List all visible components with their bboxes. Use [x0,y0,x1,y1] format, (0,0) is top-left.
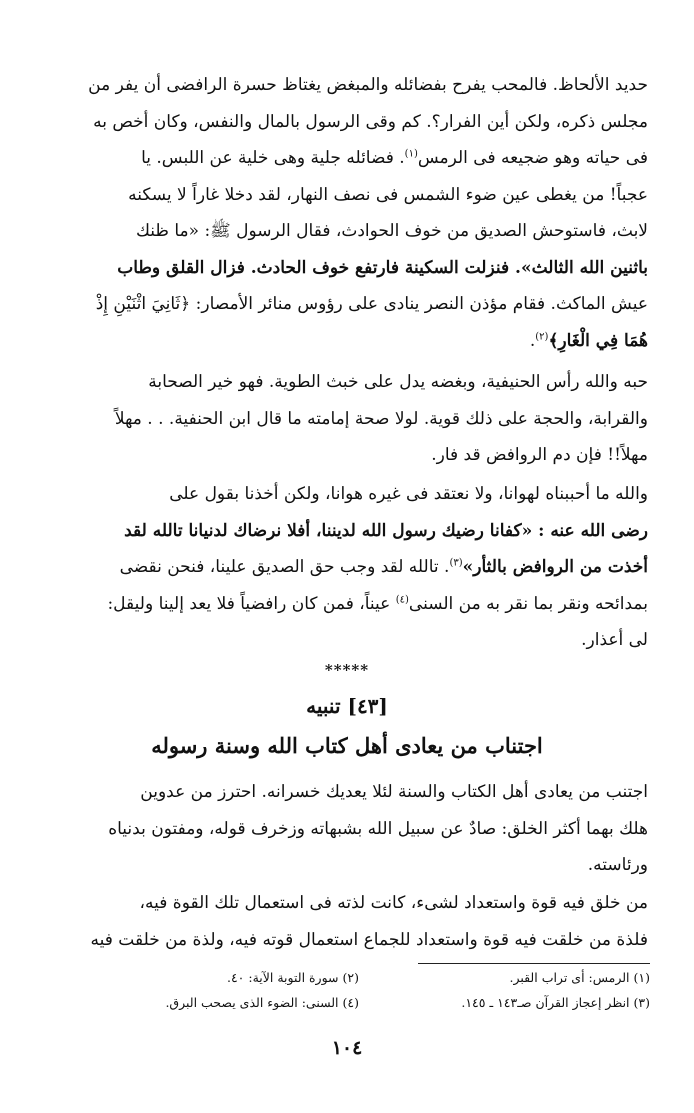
text-line: اجتنب من يعادى أهل الكتاب والسنة لئلا يعديك خسرانه. احترز من عدوين [140,782,648,802]
footnote-ref-3: (٣) [449,557,463,569]
footnote-ref-4: (٤) [395,593,409,605]
paragraph-ali-quote [44,476,648,659]
text-line: باثنين الله الثالث». فنزلت السكينة فارتفع خوف الحادث. فزال القلق وطاب [117,257,648,278]
text-line: حديد الألحاظ. فالمحب يفرح بفضائله والمبغض يغتاظ حسرة الرافضى أن يفر من [88,75,648,95]
text-line [44,323,648,360]
text-line: فلذة من خلقت فيه قوة واستعداد للجماع استعمال قوته فيه، ولذة من خلقت فيه [90,929,648,950]
text-line: عيش الماكث. فقام مؤذن النصر ينادى على رؤوس منائر الأمصار: ﴿ثَانِيَ اثْنَيْنِ إِذْ [95,294,648,314]
text-line: مجلس ذكره، ولكن أين الفرار؟. كم وقى الرسول بالمال والنفس، وكان أخص به [93,111,648,132]
footnote-3: (٣) انظر إعجاز القرآن صـ١٤٣ ـ ١٤٥. [461,995,650,1010]
text-line: حبه والله رأس الحنيفية، وبغضه يدل على خبث الطوية. فهو خير الصحابة [148,372,648,392]
text-line [44,549,648,586]
text-line: لى أعذار. [581,630,648,650]
paragraph-love-of-abu-bakr [44,364,648,474]
text-line: والله ما أحببناه لهوانا، ولا نعتقد فى غيره هوانا، ولكن أخذنا بقول على [169,484,648,504]
footnote-1: (١) الرمس: أى تراب القبر. [509,970,650,985]
paragraph-abu-bakr-virtues [44,67,648,359]
quran-verse: هُمَا فِي الْغَارِ﴾ [548,330,648,351]
footnote-4: (٤) السنى: الضوء الذى يصحب البرق. [165,995,359,1010]
section-separator: ***** [324,661,370,679]
paragraph-pleasure [44,885,648,958]
text-run: . فضائله جلية وهى خلية عن اللبس. يا [141,148,405,168]
text-run: أخذت من الروافض بالثأر» [462,557,648,577]
text-line: عجباً! من يغطى عين ضوء الشمس فى نصف النهار، لقد دخلا غاراً لا يسكنه [128,184,648,205]
text-line: هلك بهما أكثر الخلق: صادٌ عن سبيل الله بشبهاته وزخرف قوله، ومفتون بدنياه [108,818,648,839]
footnote-ref-2: (٢) [535,330,549,342]
section-subtitle: اجتناب من يعادى أهل كتاب الله وسنة رسوله [151,733,543,758]
text-line [44,586,648,623]
text-line: ورئاسته. [587,855,648,875]
footnote-divider [418,963,650,964]
footnote-2: (٢) سورة التوبة الآية: ٤٠. [226,970,359,985]
text-line: والقرابة، والحجة على ذلك قوية. لولا صحة إمامته ما قال ابن الحنفية. . . مهلاً [114,408,648,429]
text-line: رضى الله عنه : «كفانا رضيك رسول الله لديننا، أفلا نرضاك لدنيانا تالله لقد [124,520,648,541]
footnote-ref-1: (١) [404,148,418,160]
section-heading: [٤٣] تنبيه [306,694,388,718]
text-run: بمدائحه ونقر بما نقر به من السنى [408,593,648,614]
text-line [44,140,648,177]
page-number: ١٠٤ [331,1037,363,1059]
text-run: . تالله لقد وجب حق الصديق علينا، فنحن نقضى [119,557,450,577]
text-line: مهلاً!! فإن دم الروافض قد فار. [431,445,648,465]
paragraph-avoid-enemies [44,774,648,884]
text-line: لابث، فاستوحش الصديق من خوف الحوادث، فقال الرسول ﷺ: «ما ظنك [135,221,648,241]
text-run: . [529,330,536,351]
text-line: من خلق فيه قوة واستعداد لشىء، كانت لذته فى استعمال تلك القوة فيه، [139,893,648,913]
text-run: فى حياته وهو ضجيعه فى الرمس [417,148,648,168]
text-run: عيناً، فمن كان رافضياً فلا يعد إلينا وليقل: [107,593,396,614]
